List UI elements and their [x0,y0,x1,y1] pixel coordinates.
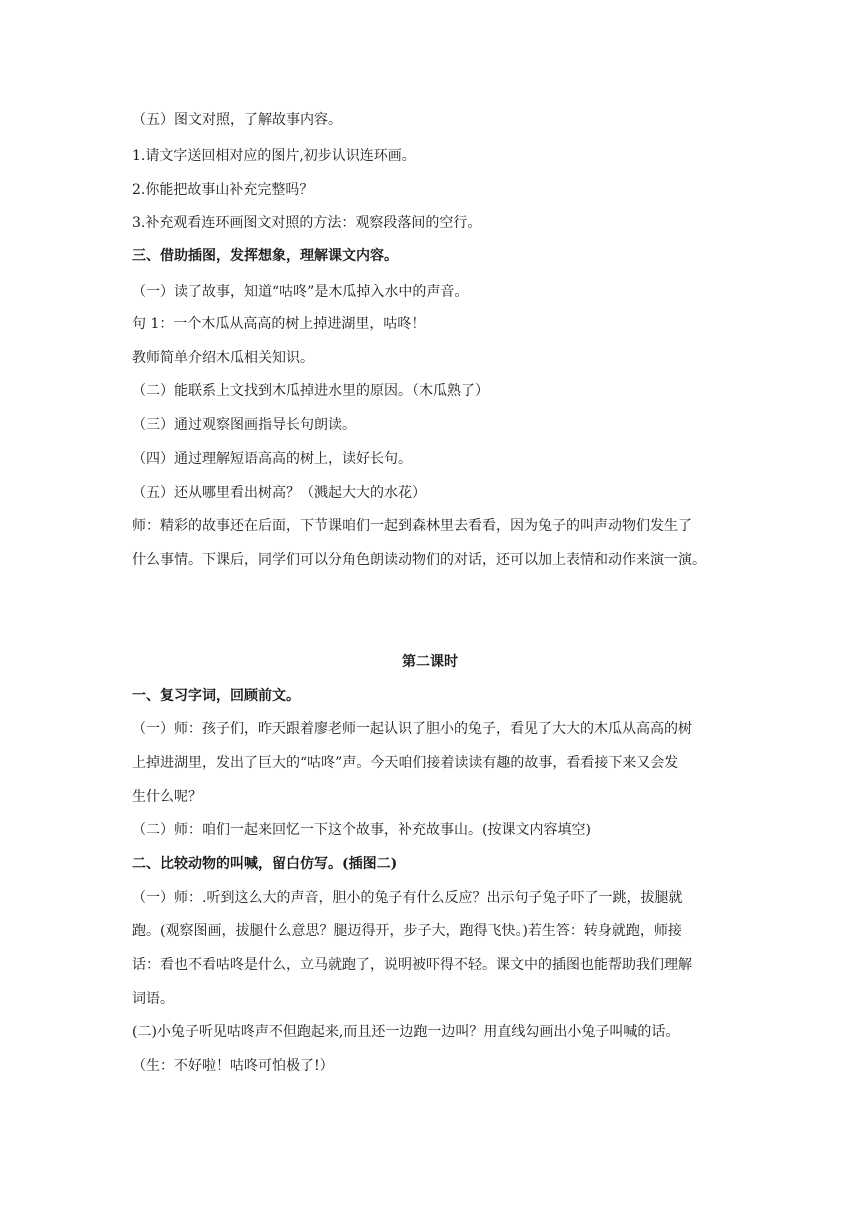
text-line: (二)小兔子听见咕咚声不但跑起来,而且还一边跑一边叫？用直线勾画出小兔子叫喊的话。 [132,1024,680,1040]
text-line: 词语。 [132,991,174,1007]
text-line: 1.请文字送回相对应的图片,初步认识连环画。 [132,148,416,164]
text-line: （一）读了故事，知道“咕咚”是木瓜掉入水中的声音。 [132,284,469,300]
text-line: （生：不好啦！咕咚可怕极了!） [132,1058,334,1074]
text-line: 跑。(观察图画，拔腿什么意思？腿迈得开，步子大，跑得飞快。)若生答：转身就跑，师接 [132,923,682,939]
text-line: 什么事情。下课后，同学们可以分角色朗读动物们的对话，还可以加上表情和动作来演一演。 [132,552,706,568]
text-line: 话：看也不看咕咚是什么，立马就跑了，说明被吓得不轻。课文中的插图也能帮助我们理解 [132,957,692,973]
text-line: 生什么呢？ [132,789,202,805]
text-line: （一）师：.听到这么大的声音，胆小的兔子有什么反应？出示句子兔子吓了一跳，拔腿就 [132,890,683,906]
section-heading: 二、比较动物的叫喊，留白仿写。(插图二) [132,856,398,872]
section-heading: 三、借助插图，发挥想象，理解课文内容。 [132,248,398,264]
text-line: （五）图文对照，了解故事内容。 [132,112,342,128]
text-line: 句 1：一个木瓜从高高的树上掉进湖里，咕咚！ [132,316,426,332]
text-line: （一）师：孩子们，昨天跟着廖老师一起认识了胆小的兔子，看见了大大的木瓜从高高的树 [132,721,692,737]
text-line: （四）通过理解短语高高的树上，读好长句。 [132,451,412,467]
text-line: （二）师：咱们一起来回忆一下这个故事，补充故事山。(按课文内容填空) [132,822,591,838]
section-heading: 一、复习字词，回顾前文。 [132,688,300,704]
text-line: 3.补充观看连环画图文对照的方法：观察段落间的空行。 [132,215,482,231]
lesson-title: 第二课时 [402,654,458,670]
text-line: 师：精彩的故事还在后面，下节课咱们一起到森林里去看看，因为兔子的叫声动物们发生了 [132,518,692,534]
text-line: 教师简单介绍木瓜相关知识。 [132,350,314,366]
text-line: （二）能联系上文找到木瓜掉进水里的原因。（木瓜熟了） [132,383,489,399]
text-line: 2.你能把故事山补充完整吗？ [132,182,314,198]
text-line: 上掉进湖里，发出了巨大的“咕咚”声。今天咱们接着读读有趣的故事，看看接下来又会发 [132,755,679,771]
text-line: （三）通过观察图画指导长句朗读。 [132,417,356,433]
text-line: （五）还从哪里看出树高？（溅起大大的水花） [132,485,426,501]
